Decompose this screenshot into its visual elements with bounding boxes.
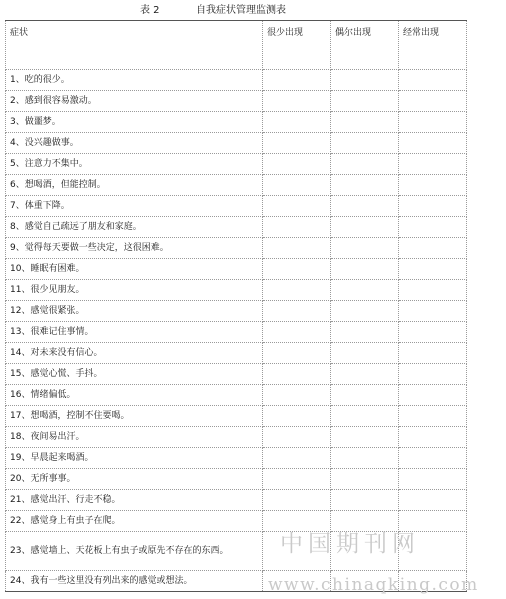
symptom-cell: 2、感到很容易激动。: [6, 91, 263, 112]
header-symptom: 症状: [6, 21, 263, 70]
watermark-site-name: 中国期刊网: [280, 531, 420, 557]
often-cell[interactable]: [399, 511, 467, 532]
table-row: [6, 301, 467, 322]
symptom-cell: 17、想喝酒，控制不住要喝。: [6, 406, 263, 427]
often-cell[interactable]: [399, 301, 467, 322]
header-rarely: 很少出现: [263, 21, 331, 70]
rarely-cell[interactable]: [263, 91, 331, 112]
symptom-cell: 24、我有一些这里没有列出来的感觉或想法。: [6, 571, 263, 592]
rarely-cell[interactable]: [263, 511, 331, 532]
table-row: [6, 448, 467, 469]
symptom-cell: 18、夜间易出汗。: [6, 427, 263, 448]
occasionally-cell[interactable]: [331, 571, 399, 592]
table-row: [6, 511, 467, 532]
occasionally-cell[interactable]: [331, 469, 399, 490]
occasionally-cell[interactable]: [331, 301, 399, 322]
often-cell[interactable]: [399, 427, 467, 448]
often-cell[interactable]: [399, 217, 467, 238]
rarely-cell[interactable]: [263, 238, 331, 259]
rarely-cell[interactable]: [263, 322, 331, 343]
occasionally-cell[interactable]: [331, 217, 399, 238]
occasionally-cell[interactable]: [331, 364, 399, 385]
often-cell[interactable]: [399, 490, 467, 511]
often-cell[interactable]: [399, 448, 467, 469]
rarely-cell[interactable]: [263, 70, 331, 91]
rarely-cell[interactable]: [263, 196, 331, 217]
rarely-cell[interactable]: [263, 427, 331, 448]
table-row: [6, 133, 467, 154]
rarely-cell[interactable]: [263, 112, 331, 133]
symptom-monitoring-table: [5, 20, 467, 592]
often-cell[interactable]: [399, 280, 467, 301]
occasionally-cell[interactable]: [331, 343, 399, 364]
occasionally-cell[interactable]: [331, 133, 399, 154]
occasionally-cell[interactable]: [331, 154, 399, 175]
often-cell[interactable]: [399, 196, 467, 217]
occasionally-cell[interactable]: [331, 280, 399, 301]
often-cell[interactable]: [399, 91, 467, 112]
occasionally-cell[interactable]: [331, 259, 399, 280]
symptom-cell: 10、睡眠有困难。: [6, 259, 263, 280]
table-caption: [0, 4, 506, 18]
occasionally-cell[interactable]: [331, 91, 399, 112]
often-cell[interactable]: [399, 175, 467, 196]
symptom-cell: 21、感觉出汗、行走不稳。: [6, 490, 263, 511]
symptom-cell: 14、对未来没有信心。: [6, 343, 263, 364]
occasionally-cell[interactable]: [331, 427, 399, 448]
rarely-cell[interactable]: [263, 301, 331, 322]
symptom-cell: 3、做噩梦。: [6, 112, 263, 133]
symptom-cell: 5、注意力不集中。: [6, 154, 263, 175]
table-row: [6, 217, 467, 238]
rarely-cell[interactable]: [263, 490, 331, 511]
symptom-cell: 22、感觉身上有虫子在爬。: [6, 511, 263, 532]
rarely-cell[interactable]: [263, 217, 331, 238]
table-row: [6, 571, 467, 592]
table-row: [6, 91, 467, 112]
symptom-cell: 16、情绪偏低。: [6, 385, 263, 406]
often-cell[interactable]: [399, 571, 467, 592]
often-cell[interactable]: [399, 469, 467, 490]
table-row: [6, 70, 467, 91]
often-cell[interactable]: [399, 154, 467, 175]
occasionally-cell[interactable]: [331, 238, 399, 259]
rarely-cell[interactable]: [263, 469, 331, 490]
table-row: [6, 343, 467, 364]
table-row: [6, 364, 467, 385]
symptom-cell: 4、没兴趣做事。: [6, 133, 263, 154]
often-cell[interactable]: [399, 364, 467, 385]
table-row: [6, 196, 467, 217]
occasionally-cell[interactable]: [331, 196, 399, 217]
symptom-cell: 19、早晨起来喝酒。: [6, 448, 263, 469]
table-header-row: [6, 21, 467, 70]
often-cell[interactable]: [399, 532, 467, 571]
rarely-cell[interactable]: [263, 280, 331, 301]
rarely-cell[interactable]: [263, 154, 331, 175]
table-row: [6, 427, 467, 448]
occasionally-cell[interactable]: [331, 532, 399, 571]
rarely-cell[interactable]: [263, 133, 331, 154]
often-cell[interactable]: [399, 385, 467, 406]
symptom-cell: 15、感觉心慌、手抖。: [6, 364, 263, 385]
symptom-cell: 23、感觉墙上、天花板上有虫子或原先不存在的东西。: [6, 532, 263, 571]
rarely-cell[interactable]: [263, 448, 331, 469]
occasionally-cell[interactable]: [331, 112, 399, 133]
rarely-cell[interactable]: [263, 343, 331, 364]
rarely-cell[interactable]: [263, 364, 331, 385]
occasionally-cell[interactable]: [331, 175, 399, 196]
table-row: [6, 175, 467, 196]
table-row: [6, 280, 467, 301]
table-number: 表 2: [140, 5, 160, 16]
header-often: 经常出现: [399, 21, 467, 70]
watermark-url: www.chinaqking.com: [268, 575, 479, 595]
table-row: [6, 112, 467, 133]
symptom-cell: 9、觉得每天要做一些决定，这很困难。: [6, 238, 263, 259]
table-row: [6, 490, 467, 511]
often-cell[interactable]: [399, 70, 467, 91]
table-row: [6, 469, 467, 490]
symptom-cell: 20、无所事事。: [6, 469, 263, 490]
header-occasionally: 偶尔出现: [331, 21, 399, 70]
symptom-cell: 8、感觉自己疏远了朋友和家庭。: [6, 217, 263, 238]
table-row: [6, 406, 467, 427]
symptom-cell: 6、想喝酒，但能控制。: [6, 175, 263, 196]
table-row: [6, 385, 467, 406]
often-cell[interactable]: [399, 259, 467, 280]
rarely-cell[interactable]: [263, 259, 331, 280]
rarely-cell[interactable]: [263, 571, 331, 592]
table-row: [6, 532, 467, 571]
rarely-cell[interactable]: [263, 385, 331, 406]
occasionally-cell[interactable]: [331, 511, 399, 532]
occasionally-cell[interactable]: [331, 385, 399, 406]
occasionally-cell[interactable]: [331, 490, 399, 511]
rarely-cell[interactable]: [263, 406, 331, 427]
often-cell[interactable]: [399, 133, 467, 154]
occasionally-cell[interactable]: [331, 70, 399, 91]
symptom-cell: 1、吃的很少。: [6, 70, 263, 91]
symptom-cell: 7、体重下降。: [6, 196, 263, 217]
often-cell[interactable]: [399, 112, 467, 133]
table-body: [6, 70, 467, 592]
often-cell[interactable]: [399, 406, 467, 427]
often-cell[interactable]: [399, 238, 467, 259]
table-row: [6, 238, 467, 259]
occasionally-cell[interactable]: [331, 448, 399, 469]
symptom-cell: 12、感觉很紧张。: [6, 301, 263, 322]
rarely-cell[interactable]: [263, 175, 331, 196]
table-row: [6, 154, 467, 175]
table-title: 自我症状管理监测表: [196, 5, 286, 16]
often-cell[interactable]: [399, 322, 467, 343]
table-row: [6, 322, 467, 343]
occasionally-cell[interactable]: [331, 406, 399, 427]
symptom-cell: 13、很难记住事情。: [6, 322, 263, 343]
often-cell[interactable]: [399, 343, 467, 364]
occasionally-cell[interactable]: [331, 322, 399, 343]
table-row: [6, 259, 467, 280]
rarely-cell[interactable]: [263, 532, 331, 571]
symptom-cell: 11、很少见朋友。: [6, 280, 263, 301]
